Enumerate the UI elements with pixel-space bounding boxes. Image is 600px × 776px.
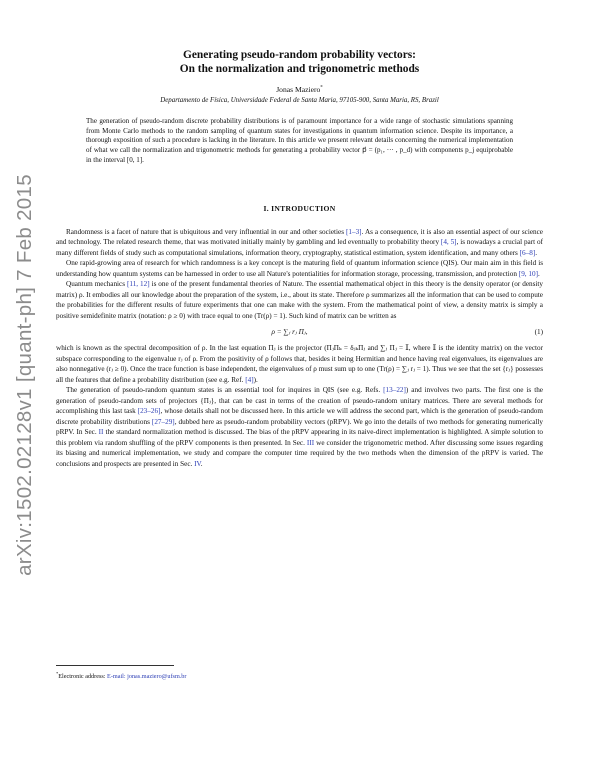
citation-link[interactable]: [1–3] <box>345 227 362 236</box>
author <box>56 85 543 94</box>
equation-number: (1) <box>534 328 543 337</box>
paragraph-4: which is known as the spectral decomposition of ρ. In the last equation Πⱼ is the projector (ΠⱼΠₖ = δⱼₖΠⱼ and ∑ⱼ Πⱼ = 𝕀, where 𝕀 is the identity matrix) on the vector subspace corresponding to the eigenvalue rⱼ of ρ. From the positivity of ρ follows that, besides it being Hermitian and hence having real eigenvalues, its eigenvalues are also nonnegative (rⱼ ≥ 0). Once the trace function is base independent, the eigenvalues of ρ must sum up to one (Tr(ρ) = ∑ⱼ rⱼ = 1). Thus we see that the set {rⱼ} possesses all the features that define a probability distribution (see e.g. Ref. [4]). <box>56 343 543 384</box>
section-link[interactable]: II <box>98 428 104 437</box>
section-link[interactable]: III <box>306 438 315 447</box>
equation-1 <box>56 327 543 338</box>
citation-link[interactable]: [13–22] <box>383 386 406 395</box>
footnote <box>56 665 543 680</box>
citation-link[interactable]: [23–26] <box>137 407 161 416</box>
citation-link[interactable]: [4] <box>245 375 254 384</box>
paper-title <box>56 48 543 76</box>
paragraph-3: Quantum mechanics [11, 12] is one of the present fundamental theories of Nature. The essential mathematical object in this theory is the density operator (or density matrix) ρ. It embodies all our knowledge about the preparation of the system, i.e., about its state. Therefore ρ summarizes all the information that can be used to compute the probabilities for the different results of future experiments that one can make with the system. From the mathematical point of view, a density matrix is simply a positive semidefinite matrix (notation: ρ ≥ 0) with trace equal to one (Tr(ρ) = 1). Such kind of matrix can be written as <box>56 280 543 320</box>
footnote-label: Electronic address: <box>58 673 108 681</box>
citation-link[interactable]: [6–8] <box>519 248 536 257</box>
citation-link[interactable]: [27–29] <box>151 417 175 426</box>
title-line-1: Generating pseudo-random probability vectors: <box>183 49 416 61</box>
citation-link[interactable]: [4, 5] <box>440 238 457 247</box>
paragraph-5: The generation of pseudo-random quantum states is an essential tool for inquires in QIS (see e.g. Refs. [13–22]) and involves two parts. The first one is the generation of pseudo-random sets of projectors {Πⱼ}, that can be cast in terms of the creation of pseudo-random unitary matrices. There are several methods for accomplishing this last task [23–26], whose details shall not be discussed here. In this article we will address the second part, which is the generation of pseudo-random discrete probability distributions [27–29], dubbed here as pseudo-random probability vectors (pRPV). We go into the details of two methods for generating numerically pRPV. In Sec. II the standard normalization method is discussed. The bias of the pRPV appearing in its naive-direct implementation is highlighted. A simple solution to this problem via random shuffling of the pRPV components is then presented. In Sec. III we consider the trigonometric method. After discussing some issues regarding its biasing and numerical implementation, we study and compare the computer time required by the two methods when the dimension of the pRPV is varied. The conclusions and prospects are presented in Sec. IV. <box>56 386 543 468</box>
author-footnote-mark: * <box>320 85 323 91</box>
title-line-2: On the normalization and trigonometric methods <box>179 63 420 75</box>
abstract: The generation of pseudo-random discrete probability distributions is of paramount importance for a wide range of stochastic simulations spanning from Monte Carlo methods to the random sampling of quantum states for investigations in quantum information science. Despite its importance, a thorough exposition of such a procedure is lacking in the literature. In this article we present relevant details concerning the numerical implementation of what we call the normalization and trigonometric methods for generating a probability vector p⃗ = (p₁, ··· , p_d) with components p_j equiprobable in the interval [0, 1]. <box>86 117 513 164</box>
citation-link[interactable]: [9, 10] <box>518 269 538 278</box>
equation-formula: ρ = ∑ⱼ rⱼ Πⱼ, <box>271 328 308 337</box>
author-name: Jonas Maziero <box>276 85 321 94</box>
section-link[interactable]: IV <box>194 460 201 468</box>
arxiv-stamp <box>0 150 50 600</box>
citation-link[interactable]: [11, 12] <box>126 280 150 289</box>
paragraph-2: One rapid-growing area of research for which randomness is a key concept is the maturing field of quantum information science (QIS). Our main aim in this field is understanding how quantum systems can be harnessed in order to use all Nature's potentialities for information storage, processing, transmission, and protection [9, 10]. <box>56 259 543 278</box>
footnote-mark: * <box>56 671 59 676</box>
affiliation: Departamento de Física, Universidade Federal de Santa Maria, 97105-900, Santa Maria, RS, Brazil <box>160 97 439 104</box>
paragraph-1: Randomness is a facet of nature that is ubiquitous and very influential in our and other societies [1–3]. As a consequence, it is also an essential aspect of our science and technology. The related research theme, that was motivated initially mainly by gambling and led eventually to probability theory [4, 5], is nowadays a crucial part of many different fields of study such as computational simulations, information theory, cryptography, statistical estimation, system identification, and many others [6–8]. <box>56 227 543 257</box>
footnote-text <box>56 671 543 680</box>
paper-page <box>56 48 543 470</box>
introduction-body <box>56 227 543 470</box>
footnote-rule <box>56 665 174 666</box>
email-link[interactable]: E-mail: jonas.maziero@ufsm.br <box>107 673 187 681</box>
arxiv-stamp-text: arXiv:1502.02128v1 [quant-ph] 7 Feb 2015 <box>13 174 37 576</box>
section-heading: I. INTRODUCTION <box>263 203 336 213</box>
